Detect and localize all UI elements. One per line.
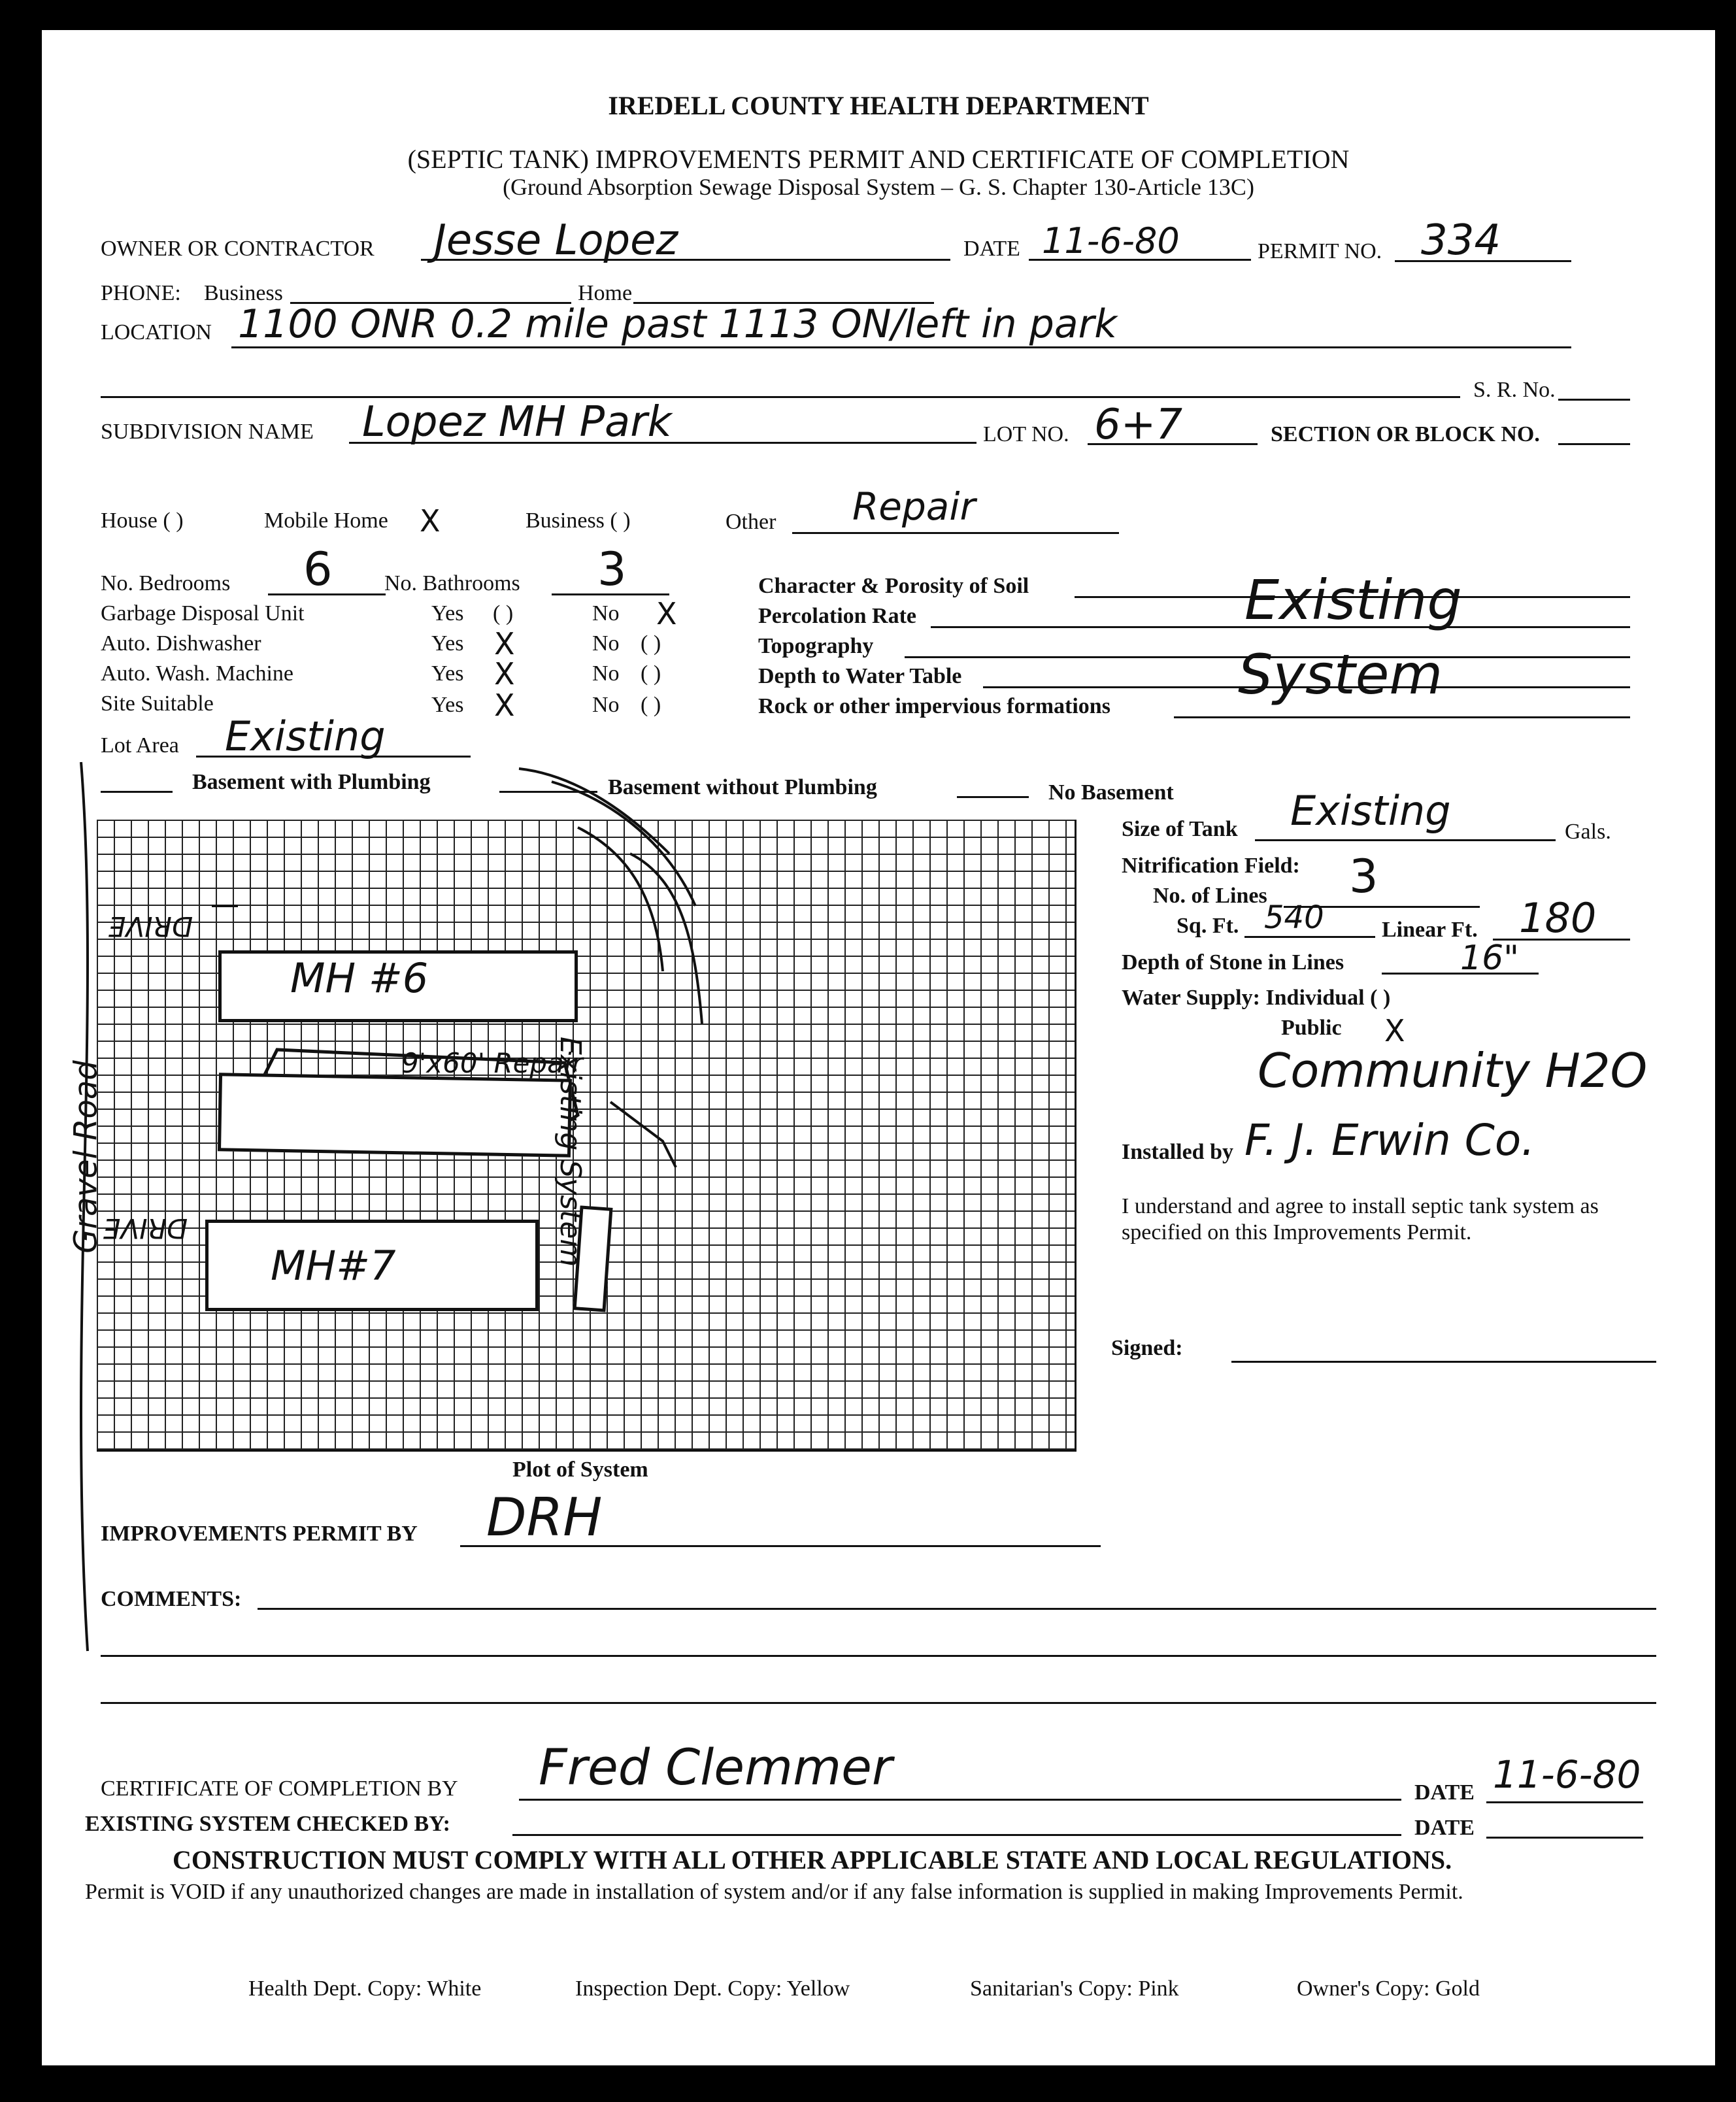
- copy-inspection: Inspection Dept. Copy: Yellow: [575, 1977, 850, 2001]
- department-title: IREDELL COUNTY HEALTH DEPARTMENT: [608, 91, 1149, 120]
- soil-system-value: System: [1238, 642, 1443, 707]
- no-lines-value: 3: [1349, 850, 1378, 903]
- mh7-label: MH#7: [271, 1242, 396, 1290]
- phone-label: PHONE:: [101, 281, 181, 305]
- public-mark: X: [1384, 1013, 1405, 1048]
- certificate-line: [519, 1799, 1401, 1801]
- location-label: LOCATION: [101, 320, 212, 344]
- comments-label: COMMENTS:: [101, 1587, 242, 1611]
- void-notice: Permit is VOID if any unauthorized changes are made in installation of system and/or if any false information is supplied in making Improvements Permit.: [85, 1880, 1463, 1904]
- garbage-yes-box: ( ): [493, 601, 514, 626]
- comments-line-3: [101, 1702, 1656, 1704]
- business-option: Business ( ): [526, 509, 631, 533]
- depth-stone-value: 16": [1460, 939, 1520, 978]
- comply-notice: CONSTRUCTION MUST COMPLY WITH ALL OTHER APPLICABLE STATE AND LOCAL REGULATIONS.: [173, 1845, 1452, 1875]
- lot-no-label: LOT NO.: [983, 422, 1069, 446]
- dishwasher-no-label: No: [592, 631, 620, 656]
- wash-machine-label: Auto. Wash. Machine: [101, 661, 294, 686]
- size-tank-line: [1255, 839, 1556, 841]
- site-suitable-label: Site Suitable: [101, 692, 214, 716]
- basement-without-label: Basement without Plumbing: [608, 775, 877, 799]
- public-label: Public: [1281, 1016, 1342, 1040]
- garbage-yes-label: Yes: [431, 601, 464, 626]
- house-option: House ( ): [101, 509, 184, 533]
- water-supply-label: Water Supply: Individual ( ): [1122, 986, 1391, 1010]
- basement-with-label: Basement with Plumbing: [192, 770, 431, 794]
- site-no-label: No: [592, 693, 620, 717]
- mobile-home-option: Mobile Home: [264, 509, 388, 533]
- existing-date-line: [1486, 1837, 1643, 1839]
- no-basement-label: No Basement: [1048, 780, 1174, 805]
- rock-label: Rock or other impervious formations: [758, 694, 1110, 718]
- repair-box: [218, 1073, 572, 1157]
- wash-yes-label: Yes: [431, 661, 464, 686]
- permit-sheet: [42, 30, 1715, 2065]
- form-subtitle: (Ground Absorption Sewage Disposal System – G. S. Chapter 130-Article 13C): [503, 174, 1254, 200]
- subdivision-value: Lopez MH Park: [362, 398, 672, 446]
- signed-label: Signed:: [1111, 1336, 1183, 1360]
- copy-owner: Owner's Copy: Gold: [1297, 1977, 1480, 2001]
- certificate-label: CERTIFICATE OF COMPLETION BY: [101, 1777, 458, 1801]
- wash-no-label: No: [592, 661, 620, 686]
- installed-by-label: Installed by: [1122, 1140, 1233, 1164]
- garbage-no-label: No: [592, 601, 620, 626]
- site-yes-mark: X: [494, 688, 515, 723]
- existing-date-label: DATE: [1414, 1816, 1475, 1840]
- plot-label: Plot of System: [512, 1458, 648, 1482]
- repair-label: 9'x60' Repair: [401, 1047, 583, 1079]
- subdivision-label: SUBDIVISION NAME: [101, 420, 314, 444]
- section-label: SECTION OR BLOCK NO.: [1271, 422, 1540, 446]
- certificate-date-value: 11-6-80: [1493, 1752, 1641, 1797]
- water-table-label: Depth to Water Table: [758, 664, 962, 688]
- size-tank-label: Size of Tank: [1122, 817, 1238, 841]
- phone-home-label: Home: [578, 281, 633, 305]
- installed-by-value: F. J. Erwin Co.: [1244, 1115, 1535, 1165]
- certificate-by-value: Fred Clemmer: [539, 1738, 893, 1796]
- dishwasher-no-box: ( ): [641, 631, 661, 656]
- signed-line: [1231, 1361, 1656, 1363]
- bathrooms-label: No. Bathrooms: [384, 571, 520, 595]
- site-no-box: ( ): [641, 693, 661, 717]
- permit-by-value: DRH: [486, 1487, 603, 1548]
- date-value: 11-6-80: [1042, 220, 1180, 261]
- garbage-label: Garbage Disposal Unit: [101, 601, 305, 626]
- dishwasher-yes-label: Yes: [431, 631, 464, 656]
- garbage-no-mark: X: [656, 596, 677, 631]
- sr-no-label: S. R. No.: [1473, 378, 1556, 402]
- owner-value: Jesse Lopez: [434, 216, 678, 265]
- bathrooms-value: 3: [597, 542, 627, 596]
- location-value: 1100 ONR 0.2 mile past 1113 ON/left in park: [238, 301, 1118, 347]
- topography-label: Topography: [758, 634, 874, 658]
- other-value: Repair: [852, 484, 976, 529]
- drive-label-bottom: DRIVE: [103, 1212, 188, 1244]
- gals-label: Gals.: [1565, 820, 1611, 844]
- bedrooms-label: No. Bedrooms: [101, 571, 231, 595]
- nitrification-label: Nitrification Field:: [1122, 854, 1300, 878]
- water-note-value: Community H2O: [1258, 1043, 1648, 1098]
- sq-ft-value: 540: [1264, 899, 1324, 936]
- wash-yes-mark: X: [494, 656, 515, 692]
- permit-no-label: PERMIT NO.: [1258, 239, 1382, 263]
- soil-label: Character & Porosity of Soil: [758, 574, 1029, 598]
- comments-line-2: [101, 1655, 1656, 1657]
- soil-existing-value: Existing: [1244, 568, 1462, 632]
- linear-ft-label: Linear Ft.: [1382, 918, 1478, 942]
- dishwasher-yes-mark: X: [494, 626, 515, 661]
- lot-area-label: Lot Area: [101, 733, 179, 758]
- comments-line-1: [258, 1608, 1656, 1610]
- existing-checked-line: [512, 1834, 1401, 1836]
- form-title: (SEPTIC TANK) IMPROVEMENTS PERMIT AND CERTIFICATE OF COMPLETION: [407, 144, 1350, 174]
- certificate-date-label: DATE: [1414, 1780, 1475, 1805]
- owner-label: OWNER OR CONTRACTOR: [101, 237, 375, 261]
- mh6-label: MH #6: [290, 954, 429, 1002]
- copy-sanitarian: Sanitarian's Copy: Pink: [970, 1977, 1179, 2001]
- sq-ft-label: Sq. Ft.: [1177, 914, 1239, 938]
- percolation-label: Percolation Rate: [758, 604, 917, 628]
- mobile-home-check-mark: X: [420, 503, 441, 539]
- permit-by-label: IMPROVEMENTS PERMIT BY: [101, 1522, 418, 1546]
- no-lines-label: No. of Lines: [1153, 884, 1267, 908]
- existing-system-label: Existing System: [554, 1037, 587, 1267]
- lot-no-value: 6+7: [1094, 401, 1183, 449]
- gravel-road-label: Gravel Road: [67, 1060, 105, 1254]
- bedrooms-value: 6: [303, 542, 333, 596]
- date-label: DATE: [963, 237, 1020, 261]
- wash-no-box: ( ): [641, 661, 661, 686]
- copy-health: Health Dept. Copy: White: [248, 1977, 482, 2001]
- drive-label-top: DRIVE: [108, 910, 193, 943]
- linear-ft-value: 180: [1519, 894, 1597, 942]
- existing-checked-label: EXISTING SYSTEM CHECKED BY:: [85, 1812, 450, 1836]
- agreement-text: I understand and agree to install septic tank system as specified on this Improvements Permit.: [1122, 1194, 1599, 1244]
- lot-area-value: Existing: [225, 712, 386, 760]
- size-tank-value: Existing: [1290, 787, 1451, 835]
- sq-ft-line: [1244, 936, 1375, 938]
- certificate-date-line: [1486, 1801, 1643, 1803]
- other-label: Other: [726, 510, 776, 534]
- phone-business-label: Business: [204, 281, 283, 305]
- permit-no-value: 334: [1421, 216, 1501, 265]
- site-yes-label: Yes: [431, 693, 464, 717]
- dishwasher-label: Auto. Dishwasher: [101, 631, 261, 656]
- depth-stone-label: Depth of Stone in Lines: [1122, 950, 1344, 975]
